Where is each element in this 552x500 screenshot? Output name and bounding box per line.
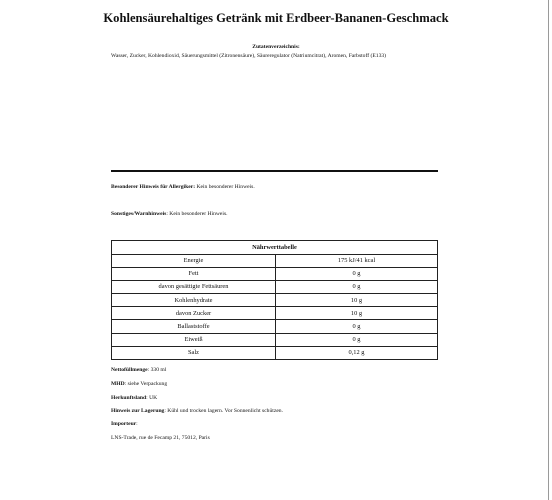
ingredients-text: Wasser, Zucker, Kohlendioxid, Säuerungsmittel (Zitronensäure), Säureregulator (Natriumcitrat), Aromen, Farbstoff (E133) — [111, 53, 387, 59]
nutrient-name: Ballaststoffe — [112, 320, 276, 333]
net-quantity-label: Nettofüllmenge — [111, 367, 148, 373]
allergy-label: Besonderer Hinweis für Allergiker: — [111, 184, 196, 190]
nutrient-value: 0 g — [276, 320, 438, 333]
warning-value: : Kein besonderer Hinweis. — [166, 211, 228, 217]
nutrition-header-row — [112, 241, 438, 255]
storage-label: Hinweis zur Lagerung — [111, 408, 165, 414]
nutrition-heading: Nährwerttabelle — [112, 241, 438, 255]
table-row — [112, 294, 438, 307]
nutrient-name: davon Zucker — [112, 307, 276, 320]
warning-note — [111, 211, 228, 217]
nutrient-value: 175 kJ/41 kcal — [276, 254, 438, 267]
allergy-note — [111, 184, 255, 190]
nutrient-value: 0,12 g — [276, 346, 438, 359]
table-row — [112, 254, 438, 267]
table-row — [112, 320, 438, 333]
nutrient-value: 0 g — [276, 333, 438, 346]
mhd-label: MHD — [111, 381, 125, 387]
net-quantity-line — [111, 367, 166, 373]
table-row — [112, 333, 438, 346]
table-row — [112, 267, 438, 280]
nutrient-name: davon gesättigte Fettsäuren — [112, 280, 276, 293]
mhd-line — [111, 381, 167, 387]
importer-line — [111, 421, 138, 427]
allergy-value: Kein besonderer Hinweis. — [196, 184, 255, 190]
importer-address: LNS-Trade, rue de Fecamp 21, 75012, Paris — [111, 435, 210, 441]
warning-label: Sonstiges/Warnhinweis — [111, 211, 167, 217]
importer-value: : — [136, 421, 138, 427]
nutrient-value: 10 g — [276, 307, 438, 320]
storage-line — [111, 408, 283, 414]
origin-label: Herkunftsland — [111, 395, 147, 401]
page-edge — [548, 0, 549, 500]
mhd-value: : siehe Verpackung — [124, 381, 168, 387]
nutrition-table — [111, 240, 438, 360]
nutrient-name: Kohlenhydrate — [112, 294, 276, 307]
product-title: Kohlensäurehaltiges Getränk mit Erdbeer-Bananen-Geschmack — [103, 11, 449, 25]
origin-line — [111, 395, 157, 401]
nutrient-name: Energie — [112, 254, 276, 267]
section-divider — [111, 170, 438, 172]
nutrient-name: Eiweiß — [112, 333, 276, 346]
nutrient-value: 0 g — [276, 267, 438, 280]
origin-value: : UK — [146, 395, 158, 401]
nutrient-name: Salz — [112, 346, 276, 359]
nutrient-name: Fett — [112, 267, 276, 280]
importer-label: Importeur — [111, 421, 137, 427]
nutrient-value: 0 g — [276, 280, 438, 293]
table-row — [112, 346, 438, 359]
table-row — [112, 307, 438, 320]
net-quantity-value: : 330 ml — [147, 367, 167, 373]
storage-value: : Kühl und trocken lagern. Vor Sonnenlicht schützen. — [164, 408, 283, 414]
table-row — [112, 280, 438, 293]
ingredients-heading: Zutatenverzeichnis: — [252, 44, 300, 50]
nutrient-value: 10 g — [276, 294, 438, 307]
